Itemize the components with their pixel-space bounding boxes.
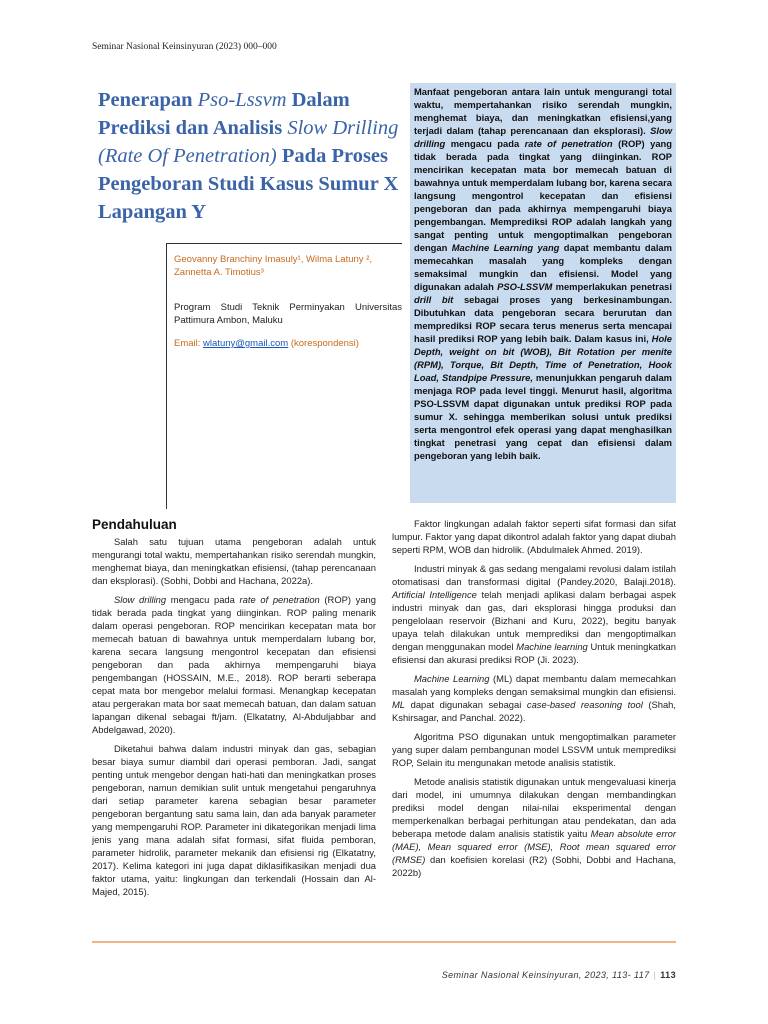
paragraph	[92, 593, 376, 736]
paragraph	[392, 672, 676, 724]
journal-header: Seminar Nasional Keinsinyuran (2023) 000–000	[92, 42, 277, 52]
abstract-text: menunjukkan pengaruh dalam menjaga ROP pada level tinggi. Menurut hasil, algoritma PSO-LSSVM dapat digunakan untuk prediksi ROP pada sumur X. sehingga memberikan solusi untuk prediksi serta mengontrol efek operasi yang dapat menghasilkan tingkat penetrasi yang cepat dan efisiensi dalam pengeboran yang lebih baik.	[414, 372, 672, 461]
email-note: (korespondensi)	[288, 338, 359, 349]
email-label: Email:	[174, 338, 204, 349]
title-part-italic: Pso-Lssvm	[197, 89, 287, 111]
left-column	[92, 518, 376, 904]
abstract-italic: Hole Depth, weight on bit (WOB), Bit Rotation per menite (RPM), Torque, Bit Depth, Time of Penetration, Hook Load, Standpipe Pressure,	[414, 333, 672, 383]
text: Metode analisis statistik digunakan untuk mengevaluasi kinerja dari model, ini umumnya dilakukan dengan membandingkan prediksi model dengan nilai-nilai eksperimental dengan memperkenalkan berbagai perhitungan atau pendekatan, dan ada beberapa metode dalam analisis statistik yaitu	[392, 776, 676, 839]
text: dan koefisien korelasi (R2) (Sobhi, Dobbi and Hachana, 2022b)	[392, 854, 676, 878]
abstract-italic: Slow drilling	[414, 125, 672, 149]
author-box	[166, 243, 402, 509]
author-email-line	[174, 337, 402, 350]
title-part: Pada Proses Pengeboran Studi Kasus Sumur X Lapangan Y	[98, 145, 399, 223]
abstract-text: (ROP) yang tidak berada pada tingkat yang diinginkan. ROP mencirikan kecepatan mata bor memecah batuan di bawahnya untuk memperdalam lubang bor, karena secara langsung mengontrol kecepatan dan efisiensi pengeboran dan pada akhirnya mempengaruhi biaya pengembangan. Memprediksi ROP adalah langkah yang sangat penting untuk mengoptimalkan pengeboran dengan	[414, 138, 672, 253]
text: Untuk meningkatkan efisiensi dan akurasi prediksi ROP (Ji. 2023).	[392, 641, 676, 665]
title-part: Penerapan	[98, 89, 198, 111]
title-part-italic: Slow Drilling (Rate Of Penetration)	[98, 117, 399, 167]
author-names: Geovanny Branchiny Imasuly¹, Wilma Latuny ², Zannetta A. Timotius³	[174, 254, 372, 278]
text: (Shah, Kshirsagar, and Panchal. 2022).	[392, 699, 676, 723]
paper-title	[98, 86, 403, 226]
abstract-box	[410, 83, 676, 503]
page-number: 113	[660, 970, 676, 980]
page-footer	[442, 970, 676, 980]
italic-term: Artificial Intelligence	[392, 589, 477, 600]
email-link[interactable]: wlatuny@gmail.com	[203, 338, 289, 349]
paragraph: Faktor lingkungan adalah faktor seperti sifat formasi dan sifat lumpur. Faktor yang dapat dikontrol adalah faktor yang dapat diubah seperti RPM, WOB dan hidrolik. (Abdulmalek Ahmed. 2019).	[392, 518, 676, 555]
italic-term: Slow drilling	[114, 594, 167, 605]
abstract-text: dapat membantu dalam memecahkan masalah yang kompleks dengan semaksimal mungkin dan efisiensi. Model yang digunakan adalah	[414, 242, 672, 292]
text: dapat digunakan sebagai	[405, 699, 527, 710]
italic-term: Mean absolute error (MAE), Mean squared error (MSE), Root mean squared error (RMSE)	[392, 828, 676, 865]
italic-term: Machine Learning	[414, 673, 490, 684]
abstract-italic: drill bit	[414, 294, 454, 305]
footer-divider	[92, 941, 676, 943]
paragraph: Algoritma PSO digunakan untuk mengoptimalkan parameter yang super dalam pembangunan model LSSVM untuk memprediksi ROP, Selain itu mengunakan metode analisis statistik.	[392, 731, 676, 768]
right-column	[392, 517, 676, 885]
footer-journal: Seminar Nasional Keinsinyuran, 2023, 113- 117	[441, 970, 650, 980]
abstract-italic: PSO-LSSVM	[497, 281, 553, 292]
author-affiliation: Program Studi Teknik Perminyakan Universitas Pattimura Ambon, Maluku	[174, 302, 402, 326]
italic-term: Machine learning	[516, 641, 588, 652]
paragraph	[392, 775, 676, 879]
text: mengacu pada	[166, 594, 240, 605]
italic-term: ML	[392, 699, 406, 710]
italic-term: case-based reasoning tool	[526, 699, 643, 710]
abstract-italic: rate of penetration	[524, 138, 613, 149]
abstract-text: mengacu pada	[445, 138, 525, 149]
title-part: Dalam Prediksi dan Analisis	[98, 89, 350, 139]
section-heading: Pendahuluan	[92, 517, 177, 532]
text: (ROP) yang tidak berada pada tingkat yang diinginkan. ROP paling menarik dalam operasi pengeboran. ROP mencirikan kecepatan mata bor memecah batuan di bawahnya untuk memperdalam lubang bor, karena secara langsung mengontrol kecepatan dan efisiensi pengeboran dan pada akhirnya mempengaruhi biaya pengembangan (HOSSAIN, M.E., 2018). ROP berarti seberapa cepat mata bor mengebor melalui formasi. Menangkap kecepatan atau pergerakan mata bor saat memecah batuan, dan dalam satuan lapangan dikenal sebagai ft/jam. (Elkatatny, Al-Abduljabbar and Abdelgawad, 2020).	[92, 594, 376, 735]
paragraph: Diketahui bahwa dalam industri minyak dan gas, sebagian besar biaya sumur diambil dari operasi pemboran. Jadi, sangat penting untuk mengebor dengan hati-hati dan meningkatkan proses pengeboran, namun demikian sulit untuk mengetahui pengaruhnya dari setiap parameter karena sebagian besar parameter pengeboran bergantung satu sama lain, dan ada banyak parameter yang mempengaruhi ROP. Parameter ini dikategorikan menjadi lima jenis yang mana adalah sifat formasi, sifat fluida pemboran, parameter hidrolik, parameter mekanik dan efisiensi rig (Elkatatny, 2017). Kelima kategori ini juga dapat diklasifikasikan menjadi dua faktor utama, yaitu: lingkungan dan terkendali (Hossain dan Al-Majed, 2015).	[92, 743, 376, 897]
abstract-text: sebagai proses yang berkesinambungan. Dibutuhkan data pengeboran secara berurutan dan memprediksi ROP secara terus menerus serta mencapai hasil prediksi ROP yang lebih baik. Dalam kasus ini,	[414, 294, 672, 344]
abstract-italic: Machine Learning yang	[451, 242, 560, 253]
italic-term: rate of penetration	[239, 594, 320, 605]
paragraph: Salah satu tujuan utama pengeboran adalah untuk mengurangi total waktu, mempertahankan risiko serendah mungkin, menghemat biaya, dan meningkatkan efisiensi, (tahap perencanaan dan eksplorasi). (Sobhi, Dobbi and Hachana, 2022a).	[92, 536, 376, 586]
text: (ML) dapat membantu dalam memecahkan masalah yang kompleks dengan semaksimal mungkin dan efisiensi.	[392, 673, 676, 697]
abstract-text: memperlakukan penetrasi	[552, 281, 672, 292]
footer-separator: |	[653, 970, 657, 980]
abstract-text: Manfaat pengeboran antara lain untuk mengurangi total waktu, mempertahankan risiko serendah mungkin, menghemat biaya, dan meningkatkan efisiensi,yang terjadi dalam (tahap perencanaan dan eksplorasi).	[414, 86, 672, 136]
text: telah menjadi aplikasi dalam berbagai aspek industri minyak dan gas, dari eksplorasi hingga produksi dan pengelolaan reservoir (Bizhani and Kuru, 2022), begitu banyak upaya telah dilakukan untuk memprediksi dan mengoptimalkan dengan menggunakan model	[392, 589, 676, 652]
paragraph	[392, 562, 676, 666]
text: Industri minyak & gas sedang mengalami revolusi dalam istilah otomatisasi dan transformasi digital (Pandey.2020, Balaji.2018).	[392, 563, 676, 587]
